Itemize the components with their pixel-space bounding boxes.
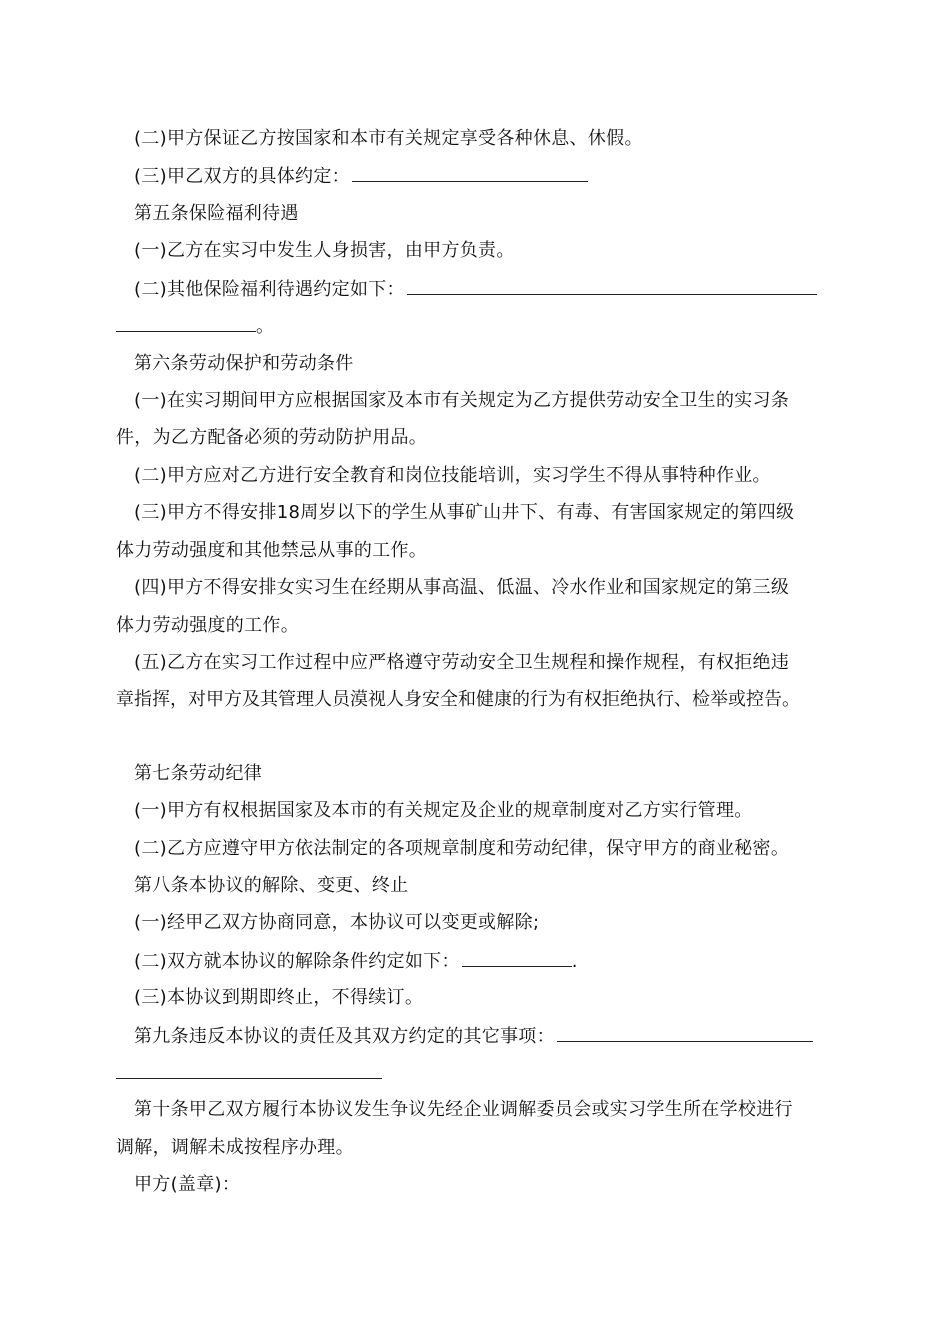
- text: (一)在实习期间甲方应根据国家及本市有关规定为乙方提供劳动安全卫生的实习条: [134, 390, 790, 411]
- text: (四)甲方不得安排女实习生在经期从事高温、低温、冷水作业和国家规定的第三级: [134, 577, 790, 598]
- clause-4-item-3: [134, 164, 846, 188]
- text: 体力劳动强度的工作。: [116, 615, 299, 636]
- clause-6-item-5: [134, 651, 846, 675]
- clause-8-item-3: [134, 986, 846, 1010]
- text: 第五条保险福利待遇: [134, 203, 299, 224]
- clause-6-item-4-cont: [116, 614, 846, 638]
- clause-6-item-1: [134, 389, 846, 413]
- clause-4-item-2: [134, 127, 846, 151]
- clause-7-heading: [134, 762, 846, 786]
- text: (三)甲方不得安排18周岁以下的学生从事矿山井下、有毒、有害国家规定的第四级: [134, 502, 795, 523]
- clause-6-item-1-cont: [116, 426, 846, 450]
- clause-5-heading: [134, 202, 846, 226]
- text: (一)乙方在实习中发生人身损害，由甲方负责。: [134, 240, 515, 261]
- fill-blank: [557, 1024, 813, 1042]
- clause-6-heading: [134, 352, 846, 376]
- text: 第十条甲乙双方履行本协议发生争议先经企业调解委员会或实习学生所在学校进行: [134, 1099, 793, 1120]
- text: 第六条劳动保护和劳动条件: [134, 353, 354, 374]
- clause-8-item-2: [134, 949, 846, 973]
- text: 第七条劳动纪律: [134, 763, 263, 784]
- clause-7-item-2: [134, 837, 846, 861]
- clause-5-item-1: [134, 239, 846, 263]
- fill-blank: [116, 1061, 382, 1079]
- party-a-seal: [134, 1173, 846, 1197]
- clause-6-item-3: [134, 501, 846, 525]
- text: (二)双方就本协议的解除条件约定如下：: [134, 951, 460, 972]
- text: 甲方(盖章)：: [134, 1174, 241, 1195]
- text: (三)甲乙双方的具体约定：: [134, 166, 350, 187]
- clause-9-cont: [116, 1061, 846, 1085]
- clause-10: [134, 1098, 846, 1122]
- text: 第九条违反本协议的责任及其双方约定的其它事项：: [134, 1026, 555, 1047]
- clause-7-item-1: [134, 799, 846, 823]
- clause-8-heading: [134, 874, 846, 898]
- text: 体力劳动强度和其他禁忌从事的工作。: [116, 540, 428, 561]
- text: (一)甲方有权根据国家及本市的有关规定及企业的规章制度对乙方实行管理。: [134, 800, 753, 821]
- clause-6-item-5-cont: [116, 688, 846, 712]
- clause-6-item-3-cont: [116, 539, 846, 563]
- fill-blank: [116, 314, 256, 332]
- text: 。: [256, 316, 275, 337]
- text: (二)甲方应对乙方进行安全教育和岗位技能培训，实习学生不得从事特种作业。: [134, 465, 771, 486]
- clause-9: [134, 1024, 846, 1048]
- clause-5-item-2: [134, 277, 846, 301]
- text: 第八条本协议的解除、变更、终止: [134, 875, 409, 896]
- text: (一)经甲乙双方协商同意，本协议可以变更或解除;: [134, 912, 540, 933]
- text: (二)其他保险福利待遇约定如下：: [134, 279, 405, 300]
- text: 章指挥，对甲方及其管理人员漠视人身安全和健康的行为有权拒绝执行、检举或控告。: [116, 689, 800, 710]
- text: 调解，调解未成按程序办理。: [116, 1137, 354, 1158]
- text: .: [571, 951, 578, 972]
- clause-6-item-2: [134, 464, 846, 488]
- text: (五)乙方在实习工作过程中应严格遵守劳动安全卫生规程和操作规程，有权拒绝违: [134, 652, 790, 673]
- text: 件，为乙方配备必须的劳动防护用品。: [116, 427, 428, 448]
- clause-8-item-1: [134, 911, 846, 935]
- clause-6-item-4: [134, 576, 846, 600]
- clause-5-item-2-cont: [116, 314, 846, 338]
- fill-blank: [407, 277, 817, 295]
- text: (二)甲方保证乙方按国家和本市有关规定享受各种休息、休假。: [134, 128, 643, 149]
- text: (二)乙方应遵守甲方依法制定的各项规章制度和劳动纪律，保守甲方的商业秘密。: [134, 838, 790, 859]
- clause-10-cont: [116, 1136, 846, 1160]
- text: (三)本协议到期即终止，不得续订。: [134, 987, 424, 1008]
- fill-blank: [462, 949, 572, 967]
- fill-blank: [352, 164, 588, 182]
